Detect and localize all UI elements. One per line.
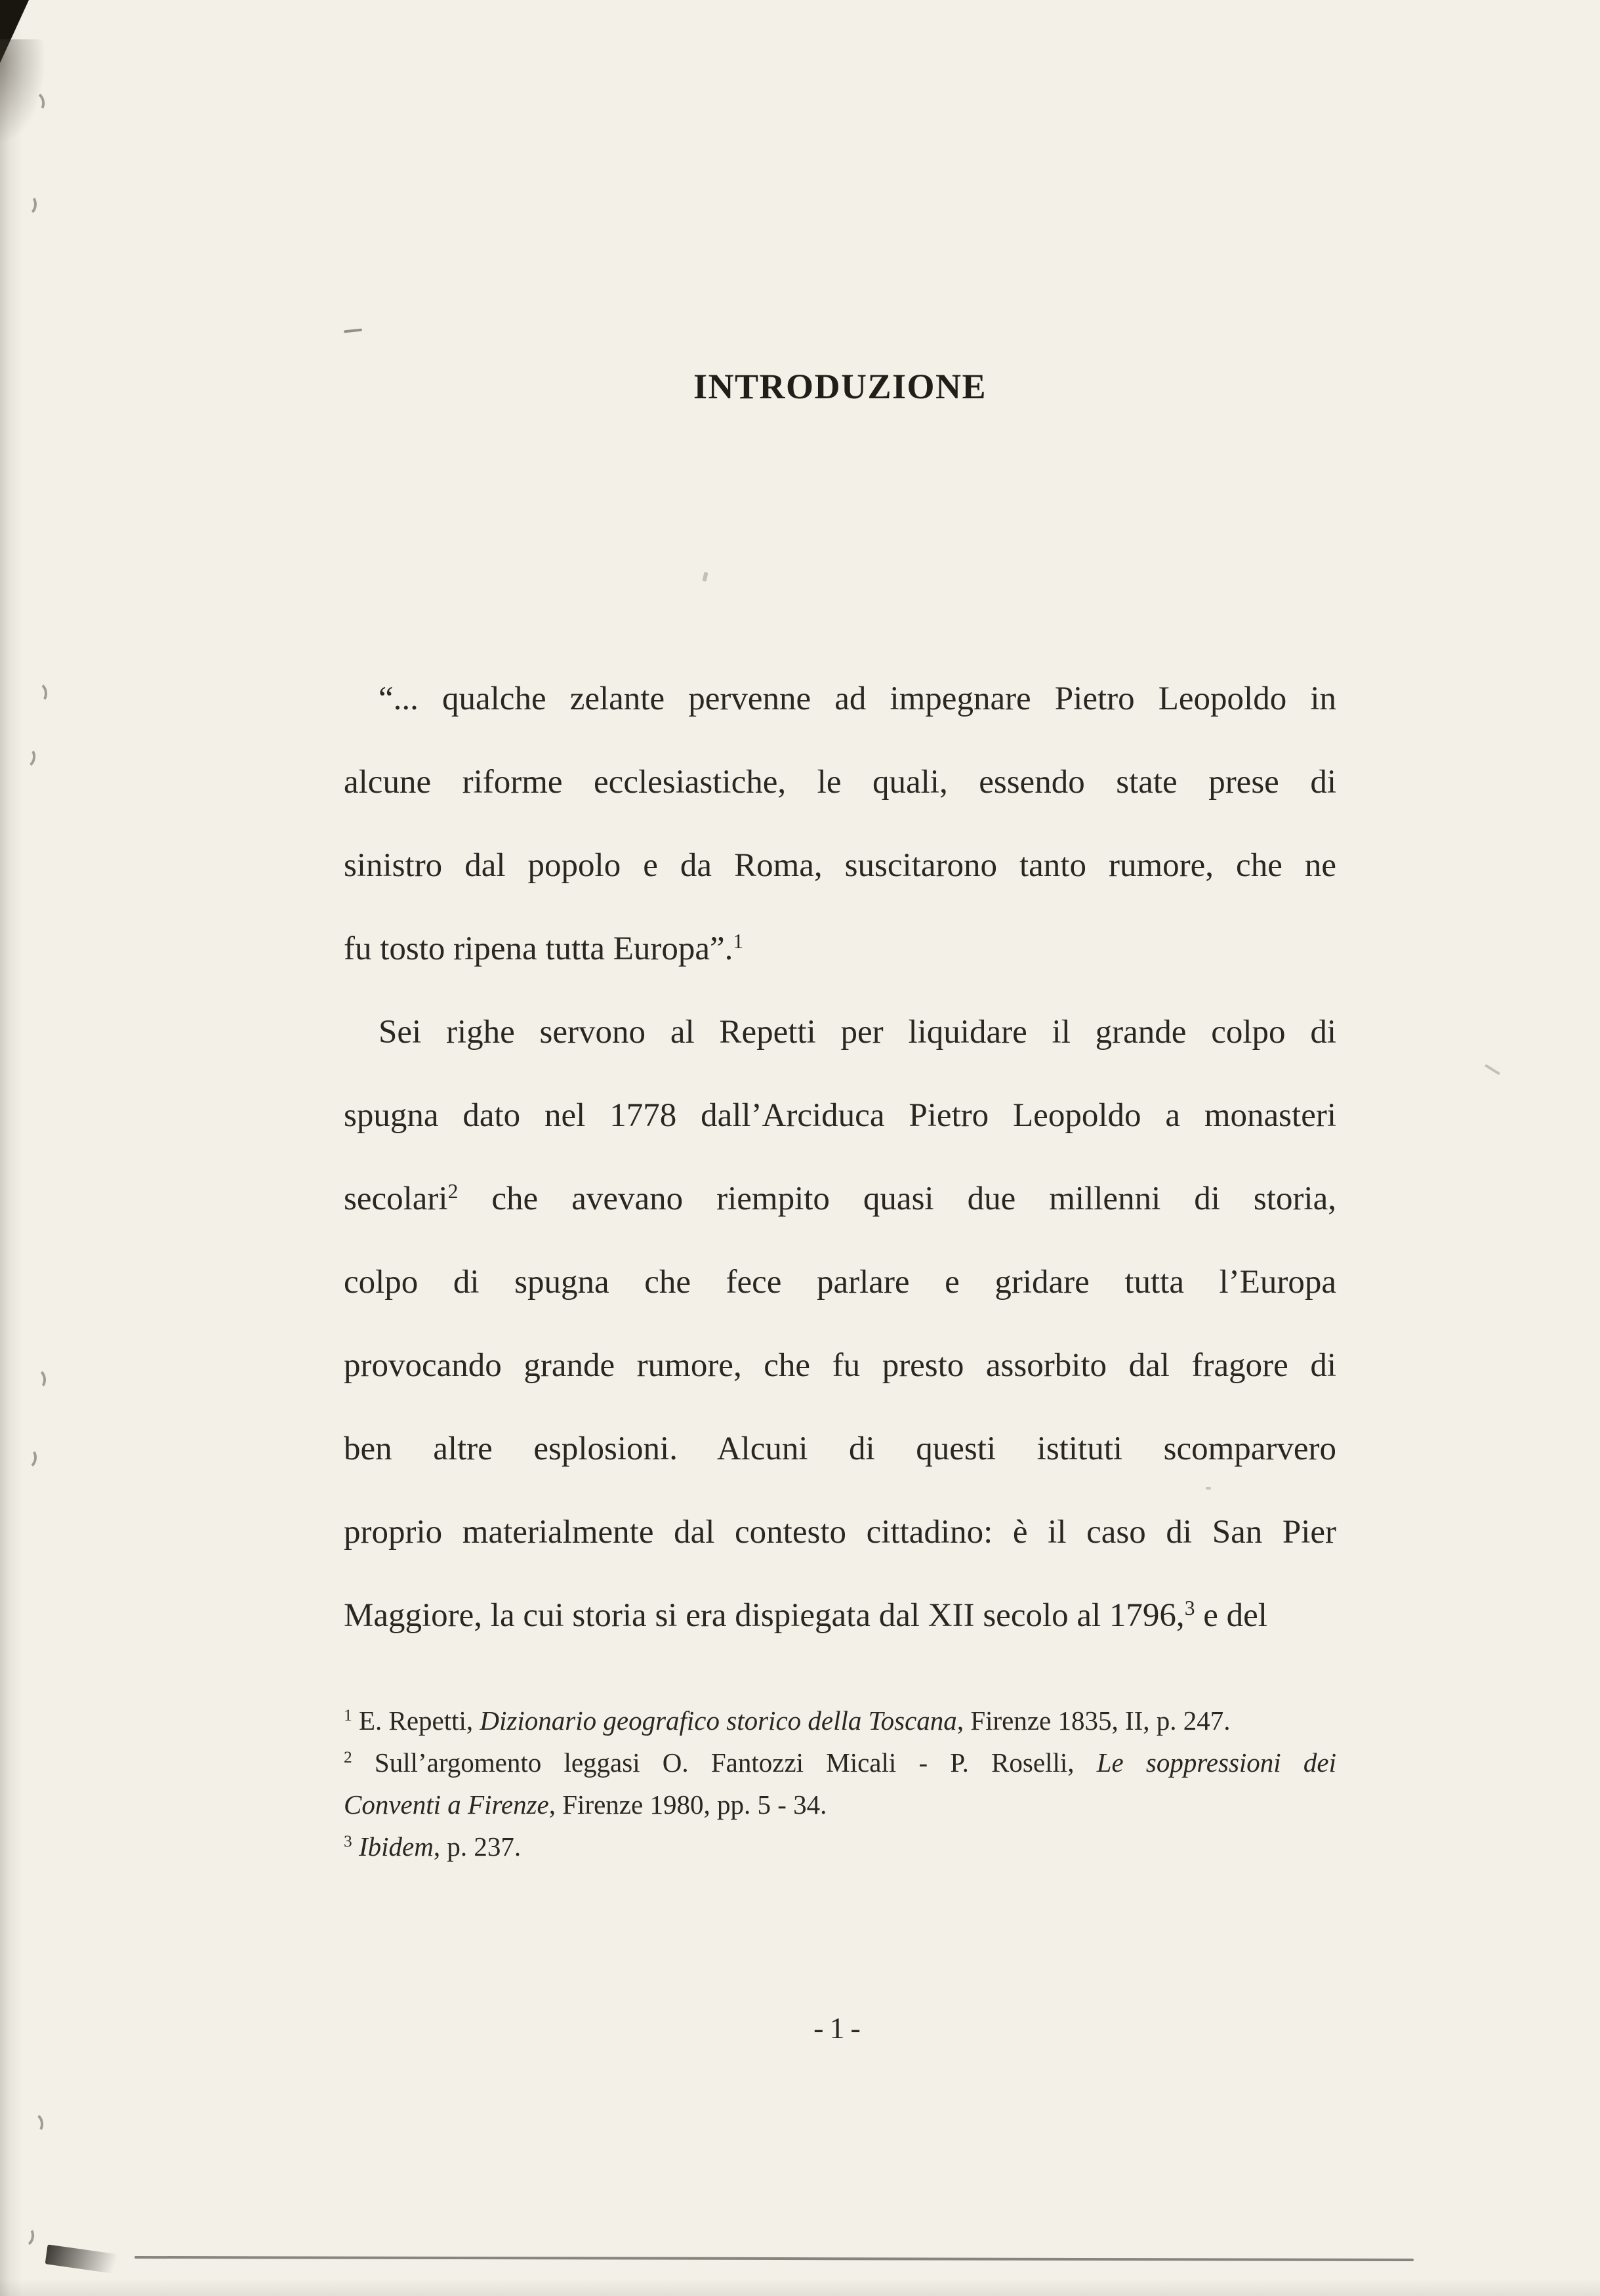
text-line (344, 1074, 1336, 1158)
footnote-marker: 2 (344, 1748, 352, 1767)
punch-mark (18, 1446, 38, 1469)
footnote-marker: 3 (344, 1832, 352, 1851)
text-run: proprio materialmente dal contesto cittadino: è il caso di San Pier (344, 1514, 1336, 1551)
scan-speck (1485, 1064, 1500, 1075)
text-line (344, 1241, 1336, 1324)
text-run: secolari (344, 1180, 448, 1217)
text-run: fu tosto ripena tutta Europa”. (344, 930, 733, 967)
punch-mark (16, 745, 37, 769)
footnote-marker: 1 (733, 929, 744, 953)
text-line (344, 1574, 1336, 1658)
page-number: -1- (813, 2011, 867, 2045)
text-run (352, 1831, 359, 1862)
punch-mark (18, 194, 37, 217)
text-run: , Firenze 1835, II, p. 247. (956, 1705, 1231, 1736)
page-title: INTRODUZIONE (693, 367, 987, 406)
text-run: ben altre esplosioni. Alcuni di questi istituti scomparvero (344, 1430, 1336, 1467)
text-run: Maggiore, la cui storia si era dispiegata dal XII secolo al 1796, (344, 1597, 1185, 1634)
scan-speck (344, 329, 362, 333)
body-paragraphs (344, 657, 1336, 1658)
text-run: , Firenze 1980, pp. 5 - 34. (548, 1789, 827, 1820)
text-run: Sull’argomento leggasi O. Fantozzi Micali - P. Roselli, (352, 1747, 1097, 1778)
text-run: che avevano riempito quasi due millenni di storia, (458, 1180, 1336, 1217)
text-run: Dizionario geografico storico della Toscana (480, 1705, 957, 1736)
text-run: Conventi a Firenze (344, 1789, 549, 1820)
footnotes (344, 1700, 1336, 1868)
text-run: E. Repetti, (352, 1705, 480, 1736)
text-line (344, 1700, 1336, 1742)
text-run: spugna dato nel 1778 dall’Arciduca Pietro Leopoldo a monasteri (344, 1097, 1336, 1134)
text-line (344, 1784, 1336, 1826)
text-line (344, 1408, 1336, 1491)
text-line (344, 824, 1336, 908)
punch-mark (29, 681, 49, 704)
text-line (344, 657, 1336, 741)
text-run: Le soppressioni dei (1096, 1747, 1336, 1778)
text-run: Sei righe servono al Repetti per liquidare il grande colpo di (379, 1014, 1336, 1051)
text-line (344, 1826, 1336, 1868)
text-line (344, 1324, 1336, 1408)
scan-speck (702, 572, 708, 581)
footnote-marker: 3 (1184, 1596, 1195, 1619)
text-run: colpo di spugna che fece parlare e gridare tutta l’Europa (344, 1264, 1336, 1301)
text-run: Ibidem (358, 1831, 434, 1862)
text-run: sinistro dal popolo e da Roma, suscitarono tanto rumore, che ne (344, 847, 1336, 884)
text-line (344, 1742, 1336, 1784)
punch-mark (15, 2224, 36, 2249)
text-run: “... qualche zelante pervenne ad impegnare Pietro Leopoldo in (379, 680, 1336, 717)
scan-bottom-edge (134, 2256, 1414, 2261)
text-run: , p. 237. (433, 1831, 522, 1862)
text-line (344, 1491, 1336, 1574)
text-line (344, 1158, 1336, 1241)
punch-mark (24, 2112, 45, 2135)
text-run: alcune riforme ecclesiastiche, le quali, essendo state prese di (344, 764, 1336, 801)
scan-speck (1206, 1487, 1211, 1490)
text-line (344, 908, 1336, 991)
scan-smudge (0, 39, 46, 144)
footnote-marker: 2 (447, 1179, 459, 1203)
text-run: e del (1195, 1597, 1267, 1634)
text-run: provocando grande rumore, che fu presto assorbito dal fragore di (344, 1347, 1336, 1384)
footnote-marker: 1 (344, 1706, 352, 1725)
text-line (344, 741, 1336, 824)
text-line (344, 991, 1336, 1074)
punch-mark (28, 1368, 47, 1391)
scan-corner-mark (45, 2244, 139, 2276)
